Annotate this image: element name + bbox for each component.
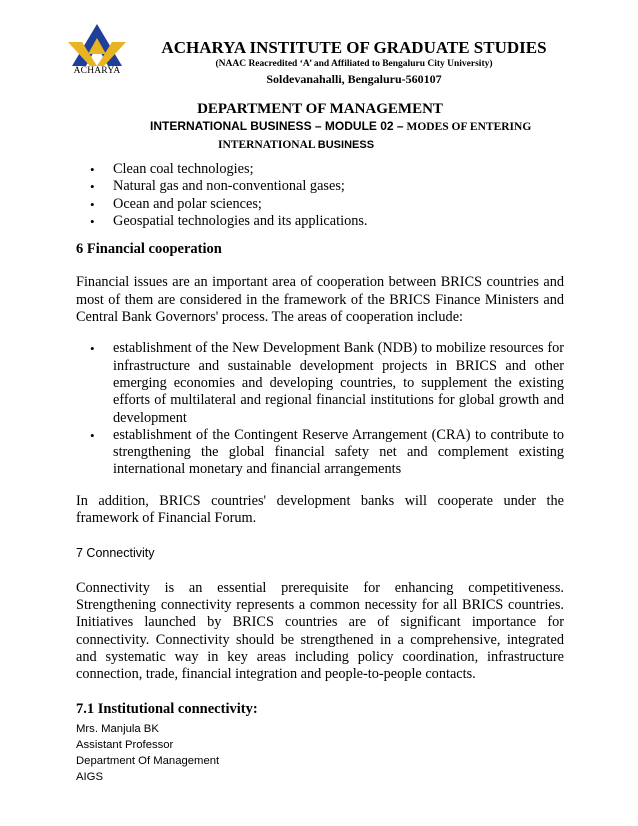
list-item: • Ocean and polar sciences; [76,196,564,213]
author-institution: AIGS [76,771,103,783]
accreditation-line: (NAAC Reacredited ‘A’ and Affiliated to Bengaluru City University) [215,59,493,69]
connectivity-paragraph: Connectivity is an essential prerequisite for enhancing competitiveness. Strengthening connectivity represents a common necessity for all BRICS countries. Initiatives launched by BRICS countries are of significant importance for connectivity. Connectivity should be strengthened in a comprehensive, integrated and systematic way in key areas including policy coordination, infrastructure connection, trade, financial integration and people-to-people contacts. [76,579,564,683]
list-item: • establishment of the New Development Bank (NDB) to mobilize resources for infrastructure and sustainable development projects in BRICS and other emerging economies and developing countries, to supplement the existing efforts of multilateral and regional financial institutions for global growth and development [76,340,564,426]
logo-emblem-icon [64,22,130,68]
connectivity-heading: 7 Connectivity [76,546,155,561]
module-title-part1: INTERNATIONAL BUSINESS – MODULE 02 – [150,119,404,133]
financial-bullet-list [76,340,564,478]
institute-logo [64,22,130,82]
module-title-line2 [218,135,374,153]
author-name: Mrs. Manjula BK [76,723,159,735]
module-title-part2: MODES OF ENTERING [403,121,532,133]
author-department: Department Of Management [76,755,220,767]
institute-name: ACHARYA INSTITUTE OF GRADUATE STUDIES [161,38,547,57]
list-item: • establishment of the Contingent Reserve Arrangement (CRA) to contribute to strengthening the global financial safety net and complement existing international monetary and financial arrangements [76,427,564,479]
module-title-line2-part2: BUSINESS [317,139,375,151]
author-title: Assistant Professor [76,739,174,751]
document-body [76,161,564,719]
list-item: • Geospatial technologies and its applications. [76,213,564,230]
institute-address: Soldevanahalli, Bengaluru-560107 [266,72,442,86]
module-title-line2-part1: INTERNATIONAL [218,139,318,151]
financial-cooperation-paragraph: Financial issues are an important area of cooperation between BRICS countries and most of them are considered in the framework of the BRICS Finance Ministers and Central Bank Governors' process. The areas of cooperation include: [76,274,564,326]
list-item: • Clean coal technologies; [76,161,564,178]
author-footer [76,721,219,785]
financial-forum-paragraph: In addition, BRICS countries' development banks will cooperate under the framework of Financial Forum. [76,492,564,527]
technology-bullet-list [76,161,564,230]
logo-text: ACHARYA [73,66,121,76]
financial-cooperation-heading: 6 Financial cooperation [76,241,222,258]
module-title [150,119,550,133]
department-title: DEPARTMENT OF MANAGEMENT [197,101,443,117]
list-item: • Natural gas and non-conventional gases; [76,178,564,195]
institutional-connectivity-heading: 7.1 Institutional connectivity: [76,701,258,718]
